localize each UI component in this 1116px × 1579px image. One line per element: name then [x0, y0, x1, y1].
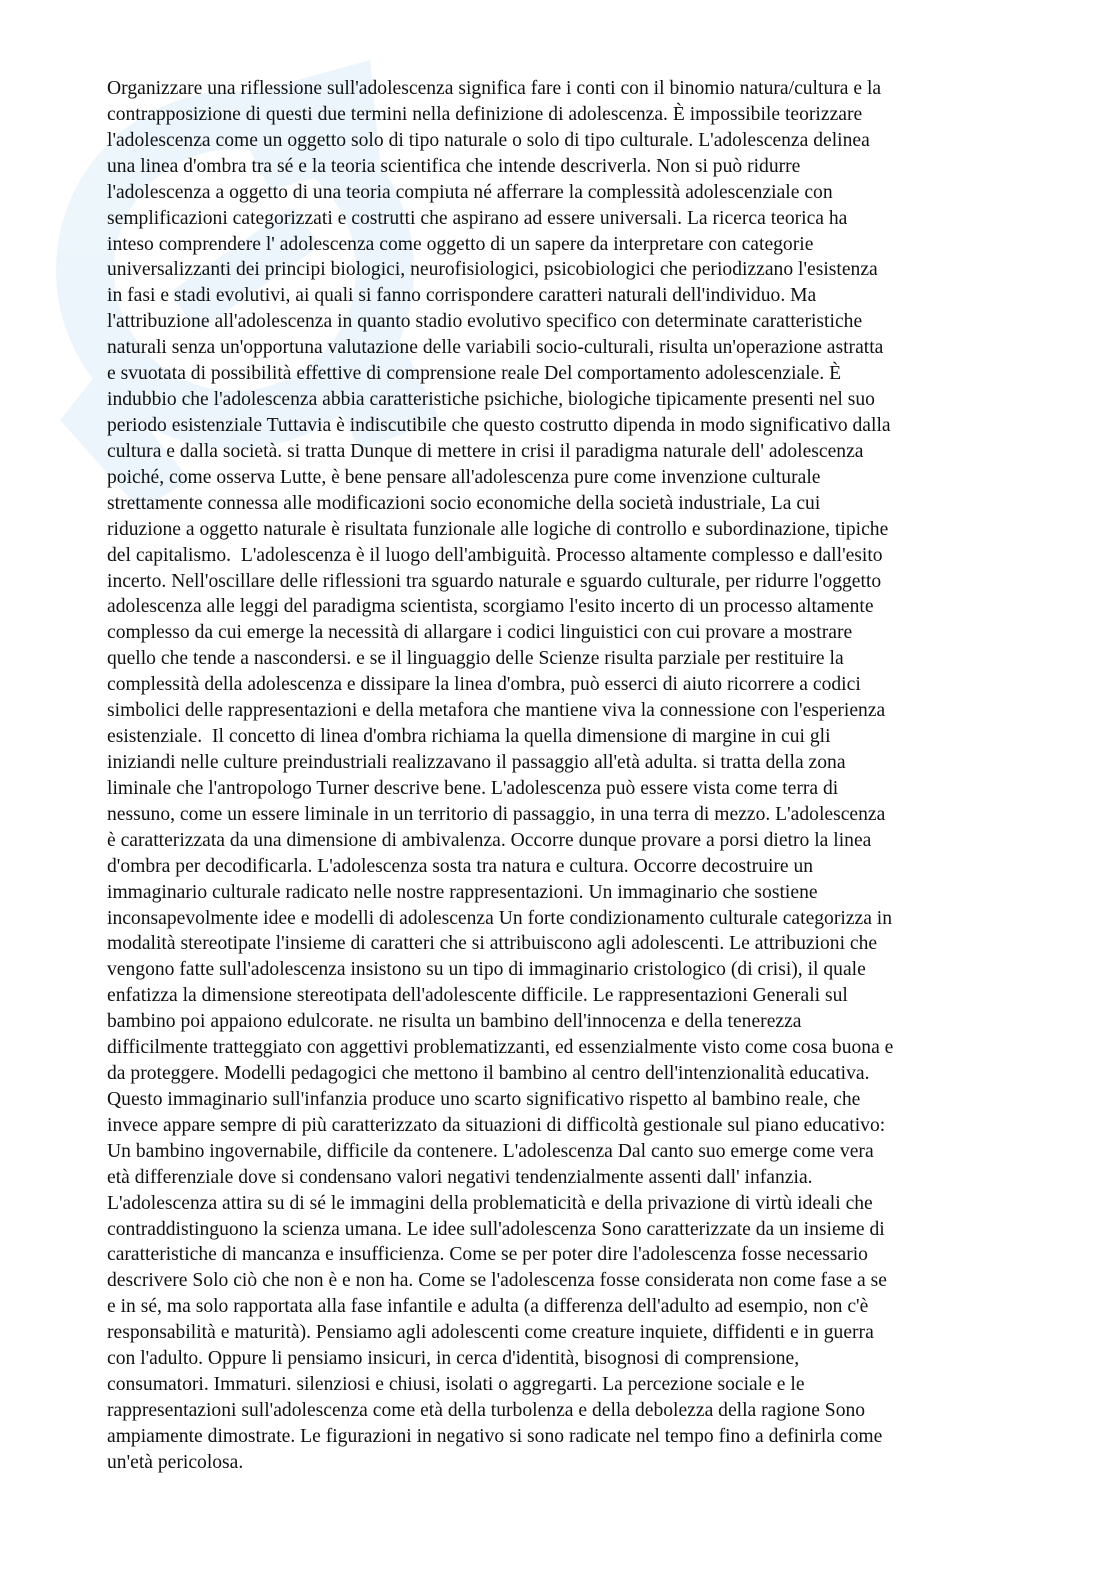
document-body-text: Organizzare una riflessione sull'adolescenza significa fare i conti con il binomio natura/cultura e la contrapposizione di questi due termini nella definizione di adolescenza. È impossibile teorizzare l'adolescenza come un oggetto solo di tipo naturale o solo di tipo culturale. L'adolescenza delinea una linea d'ombra tra sé e la teoria scientifica che intende descriverla. Non si può ridurre l'adolescenza a oggetto di una teoria compiuta né afferrare la complessità adolescenziale con semplificazioni categorizzati e costrutti che aspirano ad essere universali. La ricerca teorica ha inteso comprendere l' adolescenza come oggetto di un sapere da interpretare con categorie universalizzanti dei principi biologici, neurofisiologici, psicobiologici che periodizzano l'esistenza in fasi e stadi evolutivi, ai quali si fanno corrispondere caratteri naturali dell'individuo. Ma l'attribuzione all'adolescenza in quanto stadio evolutivo specifico con determinate caratteristiche naturali senza un'opportuna valutazione delle variabili socio-culturali, risulta un'operazione astratta e svuotata di possibilità effettive di comprensione reale Del comportamento adolescenziale. È indubbio che l'adolescenza abbia caratteristiche psichiche, biologiche tipicamente presenti nel suo periodo esistenziale Tuttavia è indiscutibile che questo costrutto dipenda in modo significativo dalla cultura e dalla società. si tratta Dunque di mettere in crisi il paradigma naturale dell' adolescenza poiché, come osserva Lutte, è bene pensare all'adolescenza pure come invenzione culturale strettamente connessa alle modificazioni socio economiche della società industriale, La cui riduzione a oggetto naturale è risultata funzionale alle logiche di controllo e subordinazione, tipiche del capitalismo. L'adolescenza è il luogo dell'ambiguità. Processo altamente complesso e dall'esito incerto. Nell'oscillare delle riflessioni tra sguardo naturale e sguardo culturale, per ridurre l'oggetto adolescenza alle leggi del paradigma scientista, scorgiamo l'esito incerto di un processo altamente complesso da cui emerge la necessità di allargare i codici linguistici con cui provare a mostrare quello che tende a nascondersi. e se il linguaggio delle Scienze risulta parziale per restituire la complessità della adolescenza e dissipare la linea d'ombra, può esserci di aiuto ricorrere a codici simbolici delle rappresentazioni e della metafora che mantiene viva la connessione con l'esperienza esistenziale. Il concetto di linea d'ombra richiama la quella dimensione di margine in cui gli iniziandi nelle culture preindustriali realizzavano il passaggio all'età adulta. si tratta della zona liminale che l'antropologo Turner descrive bene. L'adolescenza può essere vista come terra di nessuno, come un essere liminale in un territorio di passaggio, in una terra di mezzo. L'adolescenza è caratterizzata da una dimensione di ambivalenza. Occorre dunque provare a porsi dietro la linea d'ombra per decodificarla. L'adolescenza sosta tra natura e cultura. Occorre decostruire un immaginario culturale radicato nelle nostre rappresentazioni. Un immaginario che sostiene inconsapevolmente idee e modelli di adolescenza Un forte condizionamento culturale categorizza in modalità stereotipate l'insieme di caratteri che si attribuiscono agli adolescenti. Le attribuzioni che vengono fatte sull'adolescenza insistono su un tipo di immaginario cristologico (di crisi), il quale enfatizza la dimensione stereotipata dell'adolescente difficile. Le rappresentazioni Generali sul bambino poi appaiono edulcorate. ne risulta un bambino dell'innocenza e della tenerezza difficilmente tratteggiato con aggettivi problematizzanti, ed essenzialmente visto come cosa buona e da proteggere. Modelli pedagogici che mettono il bambino al centro dell'intenzionalità educativa. Questo immaginario sull'infanzia produce uno scarto significativo rispetto al bambino reale, che invece appare sempre di più caratterizzato da situazioni di difficoltà gestionale sul piano educativo: Un bambino ingovernabile, difficile da contenere. L'adolescenza Dal canto suo emerge come vera età differenziale dove si condensano valori negativi tendenzialmente assenti dall' infanzia. L'adolescenza attira su di sé le immagini della problematicità e della privazione di virtù ideali che contraddistinguono la scienza umana. Le idee sull'adolescenza Sono caratterizzate da un insieme di caratteristiche di mancanza e insufficienza. Come se per poter dire l'adolescenza fosse necessario descrivere Solo ciò che non è e non ha. Come se l'adolescenza fosse considerata non come fase a se e in sé, ma solo rapportata alla fase infantile e adulta (a differenza dell'adulto ad esempio, non c'è responsabilità e maturità). Pensiamo agli adolescenti come creature inquiete, diffidenti e in guerra con l'adulto. Oppure li pensiamo insicuri, in cerca d'identità, bisognosi di comprensione, consumatori. Immaturi. silenziosi e chiusi, isolati o aggregarti. La percezione sociale e le rappresentazioni sull'adolescenza come età della turbolenza e della debolezza della ragione Sono ampiamente dimostrate. Le figurazioni in negativo si sono radicate nel tempo fino a definirla come un'età pericolosa.	[107, 78, 894, 1473]
